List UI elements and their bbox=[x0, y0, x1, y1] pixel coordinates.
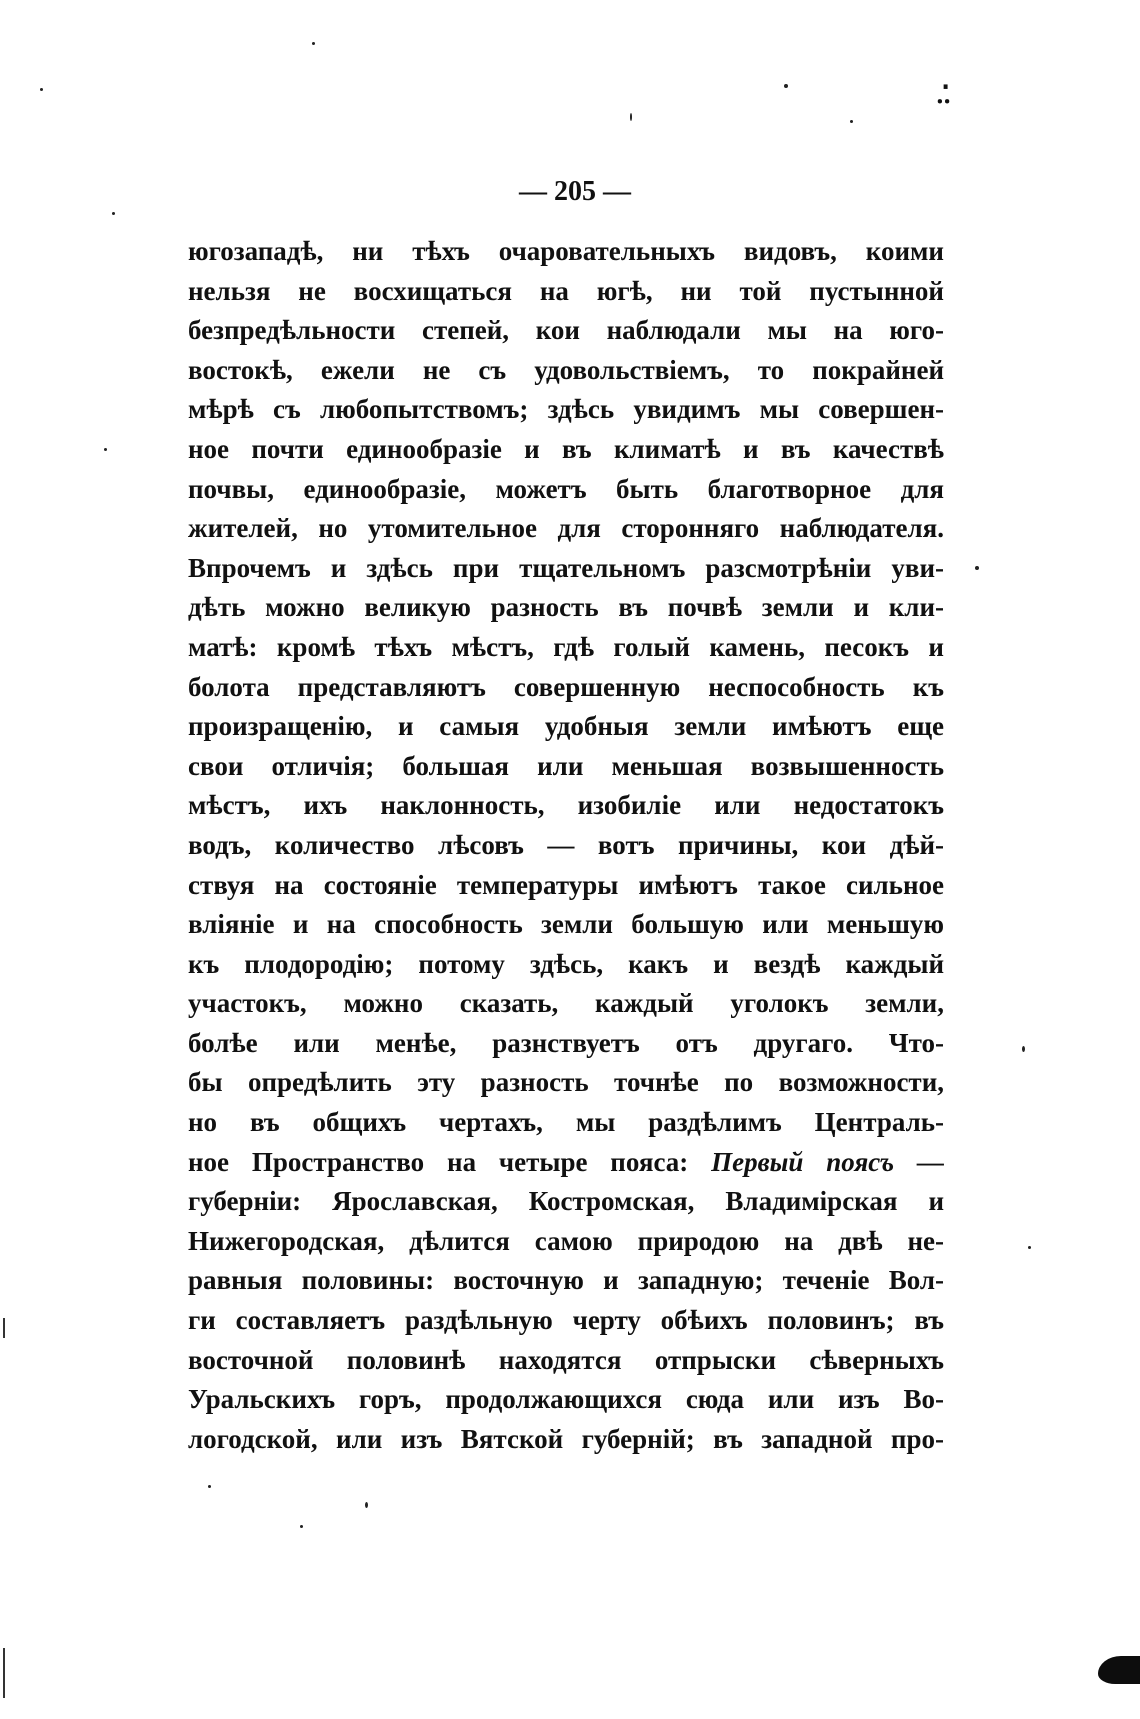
text-line: дѣть можно великую разность въ почвѣ земли и кли- bbox=[188, 592, 944, 623]
text-line: ги составляетъ раздѣльную черту обѣихъ половинъ; въ bbox=[188, 1305, 944, 1336]
text-line: губерніи: Ярославская, Костромская, Владимірская и bbox=[188, 1186, 944, 1217]
scan-speck bbox=[1028, 1246, 1031, 1249]
scan-speck bbox=[365, 1502, 368, 1508]
text-line: безпредѣльности степей, кои наблюдали мы на юго- bbox=[188, 315, 944, 346]
scan-speck bbox=[312, 42, 315, 45]
scan-speck bbox=[300, 1525, 303, 1528]
text-line: мѣстъ, ихъ наклонность, изобиліе или недостатокъ bbox=[188, 790, 944, 821]
text-line-start: ное Пространство на четыре пояса: bbox=[188, 1146, 712, 1177]
text-line bbox=[188, 1143, 944, 1183]
text-line: бы опредѣлить эту разность точнѣе по возможности, bbox=[188, 1067, 944, 1098]
text-line: восточной половинѣ находятся отпрыски сѣверныхъ bbox=[188, 1344, 944, 1375]
text-line: свои отличія; большая или меньшая возвышенность bbox=[188, 750, 944, 781]
scan-speck bbox=[112, 212, 115, 215]
page-number: — 205 — bbox=[519, 176, 631, 207]
text-line: ное почти единообразіе и въ климатѣ и въ качествѣ bbox=[188, 433, 944, 464]
text-line: мѣрѣ съ любопытствомъ; здѣсь увидимъ мы совершен- bbox=[188, 394, 944, 425]
corner-mark: ฺ·ฺ bbox=[943, 76, 949, 105]
text-line: логодской, или изъ Вятской губерній; въ западной про- bbox=[188, 1423, 944, 1454]
text-line: Впрочемъ и здѣсь при тщательномъ разсмотрѣніи уви- bbox=[188, 552, 944, 583]
text-line: водъ, количество лѣсовъ — вотъ причины, кои дѣй- bbox=[188, 829, 944, 860]
text-line: почвы, единообразіе, можетъ быть благотворное для bbox=[188, 473, 944, 504]
ink-blot bbox=[1098, 1656, 1140, 1684]
text-line: вліяніе и на способность земли большую или меньшую bbox=[188, 909, 944, 940]
text-line: нельзя не восхищаться на югѣ, ни той пустынной bbox=[188, 275, 944, 306]
scan-speck bbox=[975, 566, 979, 570]
text-line: равныя половины: восточную и западную; теченіе Вол- bbox=[188, 1265, 944, 1296]
text-line: произращенію, и самыя удобныя земли имѣютъ еще bbox=[188, 711, 944, 742]
text-line: Нижегородская, дѣлится самою природою на двѣ не- bbox=[188, 1225, 944, 1256]
text-line: болѣе или менѣе, разнствуетъ отъ другаго. Что- bbox=[188, 1027, 944, 1058]
text-line: участокъ, можно сказать, каждый уголокъ земли, bbox=[188, 988, 944, 1019]
scan-speck bbox=[40, 88, 43, 91]
scan-speck bbox=[208, 1485, 211, 1488]
text-line: матѣ: кромѣ тѣхъ мѣстъ, гдѣ голый камень, песокъ и bbox=[188, 631, 944, 662]
scan-edge-mark bbox=[3, 1318, 5, 1338]
scan-speck bbox=[784, 84, 788, 88]
text-line: ствуя на состояніе температуры имѣютъ такое сильное bbox=[188, 869, 944, 900]
scan-speck bbox=[104, 448, 107, 451]
scan-speck bbox=[850, 120, 853, 123]
text-line: къ плодородію; потому здѣсь, какъ и вездѣ каждый bbox=[188, 948, 944, 979]
text-line: югозападѣ, ни тѣхъ очаровательныхъ видовъ, коими bbox=[188, 236, 944, 266]
text-line: жителей, но утомительное для сторонняго наблюдателя. bbox=[188, 513, 944, 544]
scan-speck bbox=[630, 113, 632, 121]
scan-speck bbox=[1022, 1046, 1025, 1052]
text-line: Уральскихъ горъ, продолжающихся сюда или изъ Во- bbox=[188, 1384, 944, 1415]
text-line: но въ общихъ чертахъ, мы раздѣлимъ Централь- bbox=[188, 1107, 944, 1138]
text-line: востокѣ, ежели не съ удовольствіемъ, то покрайней bbox=[188, 354, 944, 385]
text-line: болота представляютъ совершенную неспособность къ bbox=[188, 671, 944, 702]
scan-edge-mark bbox=[3, 1648, 5, 1698]
italic-heading: Первый поясъ — bbox=[711, 1146, 944, 1177]
body-text bbox=[188, 232, 944, 1459]
